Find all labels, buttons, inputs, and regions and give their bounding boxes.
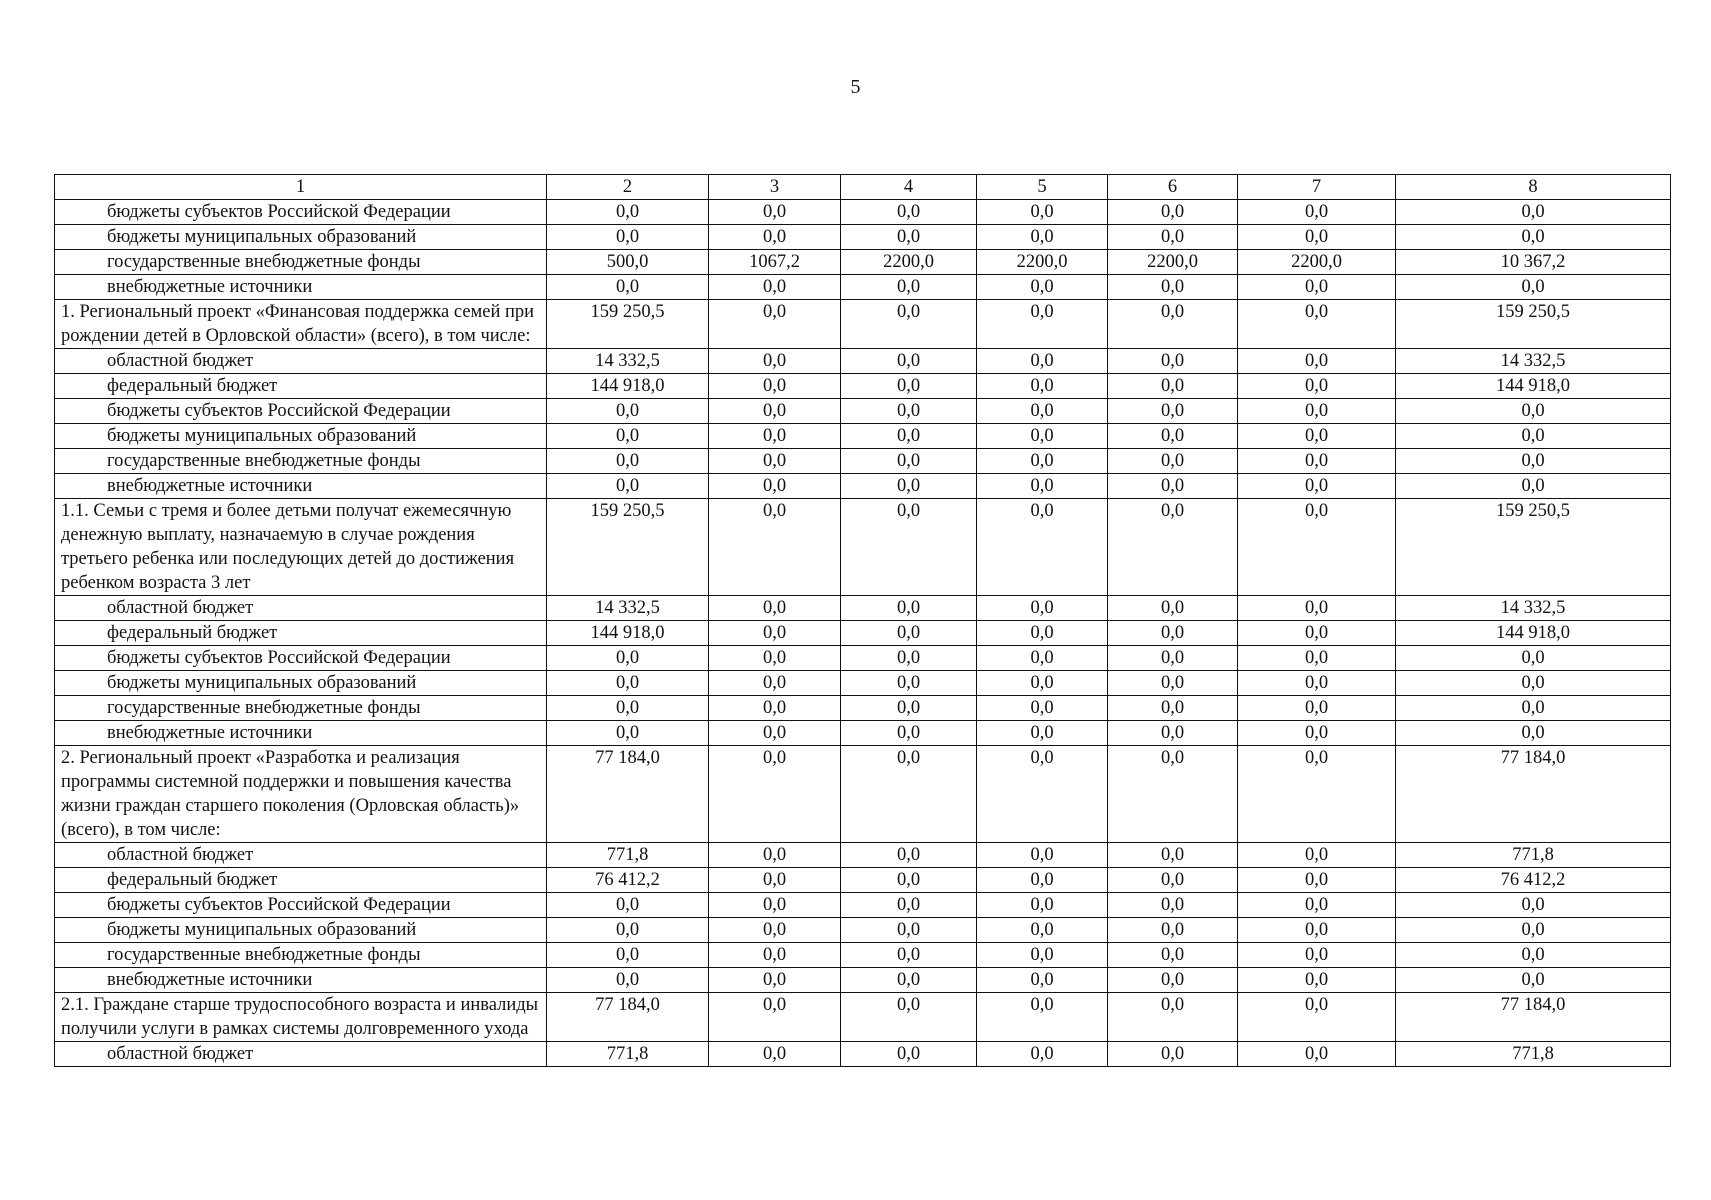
- cell-value-col-8: 771,8: [1396, 1042, 1671, 1067]
- cell-value-col-3: 0,0: [709, 424, 841, 449]
- table-row: [55, 868, 1671, 893]
- cell-value-col-8: 144 918,0: [1396, 374, 1671, 399]
- cell-value-col-5: 0,0: [977, 968, 1108, 993]
- row-label: бюджеты муниципальных образований: [55, 225, 547, 250]
- row-label: 2. Региональный проект «Разработка и реализация программы системной поддержки и повышения качества жизни граждан старшего поколения (Орловская область)» (всего), в том числе:: [55, 746, 547, 843]
- row-label: федеральный бюджет: [55, 621, 547, 646]
- cell-value-col-6: 0,0: [1108, 993, 1238, 1042]
- cell-value-col-7: 0,0: [1238, 918, 1396, 943]
- table-row: [55, 721, 1671, 746]
- cell-value-col-8: 0,0: [1396, 721, 1671, 746]
- cell-value-col-6: 0,0: [1108, 474, 1238, 499]
- cell-value-col-8: 77 184,0: [1396, 993, 1671, 1042]
- cell-value-col-7: 0,0: [1238, 671, 1396, 696]
- cell-value-col-3: 0,0: [709, 596, 841, 621]
- cell-value-col-3: 0,0: [709, 1042, 841, 1067]
- cell-value-col-4: 0,0: [841, 275, 977, 300]
- row-label: государственные внебюджетные фонды: [55, 943, 547, 968]
- cell-value-col-7: 0,0: [1238, 893, 1396, 918]
- cell-value-col-6: 0,0: [1108, 596, 1238, 621]
- cell-value-col-6: 0,0: [1108, 399, 1238, 424]
- cell-value-col-7: 0,0: [1238, 721, 1396, 746]
- cell-value-col-2: 77 184,0: [547, 993, 709, 1042]
- cell-value-col-4: 0,0: [841, 300, 977, 349]
- table-row: [55, 424, 1671, 449]
- cell-value-col-5: 0,0: [977, 349, 1108, 374]
- cell-value-col-4: 0,0: [841, 968, 977, 993]
- row-label: 1.1. Семьи с тремя и более детьми получат ежемесячную денежную выплату, назначаемую в случае рождения третьего ребенка или последующих детей до достижения ребенком возраста 3 лет: [55, 499, 547, 596]
- cell-value-col-7: 0,0: [1238, 200, 1396, 225]
- cell-value-col-4: 0,0: [841, 349, 977, 374]
- cell-value-col-4: 0,0: [841, 225, 977, 250]
- cell-value-col-3: 0,0: [709, 499, 841, 596]
- cell-value-col-6: 0,0: [1108, 200, 1238, 225]
- cell-value-col-5: 0,0: [977, 868, 1108, 893]
- cell-value-col-7: 0,0: [1238, 374, 1396, 399]
- cell-value-col-7: 0,0: [1238, 275, 1396, 300]
- cell-value-col-6: 0,0: [1108, 449, 1238, 474]
- cell-value-col-6: 0,0: [1108, 646, 1238, 671]
- cell-value-col-2: 159 250,5: [547, 300, 709, 349]
- cell-value-col-5: 0,0: [977, 424, 1108, 449]
- table-row: [55, 943, 1671, 968]
- cell-value-col-7: 0,0: [1238, 474, 1396, 499]
- cell-value-col-6: 0,0: [1108, 843, 1238, 868]
- table-row: [55, 918, 1671, 943]
- column-number-1: 1: [55, 175, 547, 200]
- cell-value-col-8: 0,0: [1396, 893, 1671, 918]
- cell-value-col-7: 0,0: [1238, 349, 1396, 374]
- cell-value-col-6: 0,0: [1108, 1042, 1238, 1067]
- cell-value-col-5: 0,0: [977, 918, 1108, 943]
- column-number-7: 7: [1238, 175, 1396, 200]
- table-row: [55, 275, 1671, 300]
- table-row: [55, 596, 1671, 621]
- cell-value-col-6: 0,0: [1108, 374, 1238, 399]
- table-row: [55, 1042, 1671, 1067]
- cell-value-col-7: 0,0: [1238, 646, 1396, 671]
- table-row: [55, 225, 1671, 250]
- row-label: государственные внебюджетные фонды: [55, 250, 547, 275]
- budget-table: [54, 174, 1671, 1067]
- row-label: бюджеты муниципальных образований: [55, 671, 547, 696]
- cell-value-col-7: 0,0: [1238, 943, 1396, 968]
- column-number-8: 8: [1396, 175, 1671, 200]
- cell-value-col-8: 0,0: [1396, 474, 1671, 499]
- cell-value-col-8: 0,0: [1396, 225, 1671, 250]
- cell-value-col-3: 0,0: [709, 225, 841, 250]
- cell-value-col-4: 0,0: [841, 993, 977, 1042]
- cell-value-col-3: 0,0: [709, 646, 841, 671]
- cell-value-col-7: 0,0: [1238, 300, 1396, 349]
- table-row: [55, 893, 1671, 918]
- cell-value-col-8: 159 250,5: [1396, 300, 1671, 349]
- row-label: областной бюджет: [55, 596, 547, 621]
- cell-value-col-4: 0,0: [841, 200, 977, 225]
- cell-value-col-3: 0,0: [709, 893, 841, 918]
- cell-value-col-3: 0,0: [709, 696, 841, 721]
- cell-value-col-8: 10 367,2: [1396, 250, 1671, 275]
- cell-value-col-7: 0,0: [1238, 696, 1396, 721]
- column-number-5: 5: [977, 175, 1108, 200]
- cell-value-col-8: 0,0: [1396, 943, 1671, 968]
- column-number-6: 6: [1108, 175, 1238, 200]
- cell-value-col-4: 0,0: [841, 1042, 977, 1067]
- cell-value-col-6: 0,0: [1108, 424, 1238, 449]
- cell-value-col-3: 0,0: [709, 843, 841, 868]
- cell-value-col-5: 0,0: [977, 893, 1108, 918]
- cell-value-col-2: 0,0: [547, 399, 709, 424]
- cell-value-col-2: 14 332,5: [547, 596, 709, 621]
- row-label: федеральный бюджет: [55, 374, 547, 399]
- cell-value-col-5: 0,0: [977, 474, 1108, 499]
- cell-value-col-7: 0,0: [1238, 868, 1396, 893]
- cell-value-col-6: 0,0: [1108, 696, 1238, 721]
- cell-value-col-5: 0,0: [977, 721, 1108, 746]
- cell-value-col-7: 0,0: [1238, 746, 1396, 843]
- cell-value-col-3: 0,0: [709, 349, 841, 374]
- table-row: [55, 449, 1671, 474]
- cell-value-col-3: 0,0: [709, 399, 841, 424]
- cell-value-col-6: 0,0: [1108, 225, 1238, 250]
- cell-value-col-8: 0,0: [1396, 399, 1671, 424]
- cell-value-col-5: 0,0: [977, 671, 1108, 696]
- table-row: [55, 200, 1671, 225]
- cell-value-col-2: 144 918,0: [547, 621, 709, 646]
- cell-value-col-8: 76 412,2: [1396, 868, 1671, 893]
- cell-value-col-6: 0,0: [1108, 918, 1238, 943]
- cell-value-col-5: 2200,0: [977, 250, 1108, 275]
- row-label: внебюджетные источники: [55, 275, 547, 300]
- row-label: областной бюджет: [55, 349, 547, 374]
- cell-value-col-2: 14 332,5: [547, 349, 709, 374]
- cell-value-col-5: 0,0: [977, 746, 1108, 843]
- row-label: государственные внебюджетные фонды: [55, 696, 547, 721]
- cell-value-col-8: 0,0: [1396, 968, 1671, 993]
- row-label: 1. Региональный проект «Финансовая поддержка семей при рождении детей в Орловской области» (всего), в том числе:: [55, 300, 547, 349]
- row-label: бюджеты субъектов Российской Федерации: [55, 646, 547, 671]
- cell-value-col-2: 144 918,0: [547, 374, 709, 399]
- row-label: областной бюджет: [55, 1042, 547, 1067]
- cell-value-col-8: 771,8: [1396, 843, 1671, 868]
- cell-value-col-8: 77 184,0: [1396, 746, 1671, 843]
- table-row: [55, 696, 1671, 721]
- cell-value-col-2: 0,0: [547, 721, 709, 746]
- cell-value-col-4: 0,0: [841, 374, 977, 399]
- cell-value-col-7: 0,0: [1238, 968, 1396, 993]
- cell-value-col-4: 0,0: [841, 843, 977, 868]
- row-label: бюджеты муниципальных образований: [55, 424, 547, 449]
- cell-value-col-6: 0,0: [1108, 893, 1238, 918]
- cell-value-col-8: 0,0: [1396, 671, 1671, 696]
- cell-value-col-2: 159 250,5: [547, 499, 709, 596]
- cell-value-col-4: 0,0: [841, 596, 977, 621]
- page-number: 5: [850, 76, 861, 98]
- row-label: бюджеты субъектов Российской Федерации: [55, 893, 547, 918]
- cell-value-col-3: 0,0: [709, 943, 841, 968]
- row-label: государственные внебюджетные фонды: [55, 449, 547, 474]
- table-row: [55, 374, 1671, 399]
- cell-value-col-4: 0,0: [841, 499, 977, 596]
- cell-value-col-2: 0,0: [547, 646, 709, 671]
- cell-value-col-8: 0,0: [1396, 696, 1671, 721]
- table-row-project: [55, 746, 1671, 843]
- cell-value-col-2: 771,8: [547, 843, 709, 868]
- table-row: [55, 968, 1671, 993]
- cell-value-col-4: 0,0: [841, 893, 977, 918]
- column-number-3: 3: [709, 175, 841, 200]
- cell-value-col-3: 0,0: [709, 200, 841, 225]
- cell-value-col-7: 0,0: [1238, 993, 1396, 1042]
- cell-value-col-4: 0,0: [841, 696, 977, 721]
- cell-value-col-2: 0,0: [547, 424, 709, 449]
- column-number-4: 4: [841, 175, 977, 200]
- cell-value-col-4: 0,0: [841, 646, 977, 671]
- cell-value-col-4: 0,0: [841, 671, 977, 696]
- cell-value-col-2: 76 412,2: [547, 868, 709, 893]
- cell-value-col-8: 0,0: [1396, 424, 1671, 449]
- cell-value-col-5: 0,0: [977, 225, 1108, 250]
- table-row: [55, 250, 1671, 275]
- cell-value-col-2: 0,0: [547, 943, 709, 968]
- cell-value-col-7: 0,0: [1238, 1042, 1396, 1067]
- cell-value-col-8: 14 332,5: [1396, 349, 1671, 374]
- cell-value-col-3: 0,0: [709, 746, 841, 843]
- row-label: областной бюджет: [55, 843, 547, 868]
- cell-value-col-6: 2200,0: [1108, 250, 1238, 275]
- cell-value-col-3: 0,0: [709, 993, 841, 1042]
- cell-value-col-6: 0,0: [1108, 943, 1238, 968]
- cell-value-col-6: 0,0: [1108, 349, 1238, 374]
- cell-value-col-6: 0,0: [1108, 499, 1238, 596]
- cell-value-col-5: 0,0: [977, 399, 1108, 424]
- cell-value-col-5: 0,0: [977, 646, 1108, 671]
- cell-value-col-4: 0,0: [841, 399, 977, 424]
- cell-value-col-3: 0,0: [709, 474, 841, 499]
- cell-value-col-4: 0,0: [841, 621, 977, 646]
- cell-value-col-5: 0,0: [977, 943, 1108, 968]
- cell-value-col-4: 0,0: [841, 424, 977, 449]
- cell-value-col-8: 0,0: [1396, 275, 1671, 300]
- cell-value-col-3: 0,0: [709, 918, 841, 943]
- cell-value-col-3: 0,0: [709, 968, 841, 993]
- cell-value-col-5: 0,0: [977, 449, 1108, 474]
- table-row-project: [55, 499, 1671, 596]
- table-row: [55, 621, 1671, 646]
- table-row: [55, 349, 1671, 374]
- cell-value-col-7: 0,0: [1238, 621, 1396, 646]
- cell-value-col-2: 771,8: [547, 1042, 709, 1067]
- row-label: внебюджетные источники: [55, 474, 547, 499]
- table-row: [55, 671, 1671, 696]
- cell-value-col-6: 0,0: [1108, 671, 1238, 696]
- cell-value-col-3: 0,0: [709, 721, 841, 746]
- cell-value-col-3: 1067,2: [709, 250, 841, 275]
- cell-value-col-7: 0,0: [1238, 596, 1396, 621]
- table-row: [55, 399, 1671, 424]
- cell-value-col-4: 0,0: [841, 474, 977, 499]
- cell-value-col-5: 0,0: [977, 300, 1108, 349]
- table-row-project: [55, 993, 1671, 1042]
- cell-value-col-5: 0,0: [977, 200, 1108, 225]
- cell-value-col-3: 0,0: [709, 868, 841, 893]
- cell-value-col-7: 0,0: [1238, 449, 1396, 474]
- column-number-2: 2: [547, 175, 709, 200]
- cell-value-col-5: 0,0: [977, 374, 1108, 399]
- cell-value-col-6: 0,0: [1108, 300, 1238, 349]
- cell-value-col-4: 0,0: [841, 868, 977, 893]
- cell-value-col-4: 0,0: [841, 943, 977, 968]
- cell-value-col-8: 14 332,5: [1396, 596, 1671, 621]
- cell-value-col-5: 0,0: [977, 596, 1108, 621]
- row-label: внебюджетные источники: [55, 721, 547, 746]
- cell-value-col-5: 0,0: [977, 621, 1108, 646]
- cell-value-col-2: 500,0: [547, 250, 709, 275]
- cell-value-col-8: 0,0: [1396, 449, 1671, 474]
- cell-value-col-2: 0,0: [547, 918, 709, 943]
- cell-value-col-6: 0,0: [1108, 275, 1238, 300]
- cell-value-col-4: 0,0: [841, 449, 977, 474]
- cell-value-col-8: 0,0: [1396, 646, 1671, 671]
- cell-value-col-2: 0,0: [547, 200, 709, 225]
- cell-value-col-2: 0,0: [547, 671, 709, 696]
- cell-value-col-5: 0,0: [977, 275, 1108, 300]
- table-row: [55, 843, 1671, 868]
- cell-value-col-8: 159 250,5: [1396, 499, 1671, 596]
- cell-value-col-3: 0,0: [709, 671, 841, 696]
- cell-value-col-3: 0,0: [709, 374, 841, 399]
- cell-value-col-5: 0,0: [977, 843, 1108, 868]
- cell-value-col-5: 0,0: [977, 993, 1108, 1042]
- cell-value-col-5: 0,0: [977, 499, 1108, 596]
- cell-value-col-7: 0,0: [1238, 499, 1396, 596]
- cell-value-col-3: 0,0: [709, 449, 841, 474]
- row-label: бюджеты субъектов Российской Федерации: [55, 200, 547, 225]
- cell-value-col-5: 0,0: [977, 1042, 1108, 1067]
- cell-value-col-7: 0,0: [1238, 424, 1396, 449]
- row-label: бюджеты муниципальных образований: [55, 918, 547, 943]
- cell-value-col-2: 0,0: [547, 696, 709, 721]
- cell-value-col-7: 0,0: [1238, 399, 1396, 424]
- cell-value-col-6: 0,0: [1108, 968, 1238, 993]
- cell-value-col-2: 0,0: [547, 225, 709, 250]
- cell-value-col-2: 0,0: [547, 968, 709, 993]
- cell-value-col-2: 0,0: [547, 275, 709, 300]
- row-label: федеральный бюджет: [55, 868, 547, 893]
- cell-value-col-2: 77 184,0: [547, 746, 709, 843]
- row-label: бюджеты субъектов Российской Федерации: [55, 399, 547, 424]
- cell-value-col-6: 0,0: [1108, 721, 1238, 746]
- table-row: [55, 474, 1671, 499]
- cell-value-col-3: 0,0: [709, 621, 841, 646]
- table-header-row: [55, 175, 1671, 200]
- table-row: [55, 646, 1671, 671]
- cell-value-col-2: 0,0: [547, 474, 709, 499]
- cell-value-col-4: 0,0: [841, 746, 977, 843]
- cell-value-col-2: 0,0: [547, 449, 709, 474]
- cell-value-col-2: 0,0: [547, 893, 709, 918]
- cell-value-col-7: 0,0: [1238, 225, 1396, 250]
- cell-value-col-6: 0,0: [1108, 746, 1238, 843]
- cell-value-col-6: 0,0: [1108, 621, 1238, 646]
- table-row-project: [55, 300, 1671, 349]
- cell-value-col-8: 0,0: [1396, 918, 1671, 943]
- cell-value-col-3: 0,0: [709, 275, 841, 300]
- cell-value-col-8: 144 918,0: [1396, 621, 1671, 646]
- cell-value-col-4: 0,0: [841, 918, 977, 943]
- cell-value-col-4: 0,0: [841, 721, 977, 746]
- cell-value-col-5: 0,0: [977, 696, 1108, 721]
- row-label: 2.1. Граждане старше трудоспособного возраста и инвалиды получили услуги в рамках системы долговременного ухода: [55, 993, 547, 1042]
- row-label: внебюджетные источники: [55, 968, 547, 993]
- cell-value-col-7: 0,0: [1238, 843, 1396, 868]
- cell-value-col-8: 0,0: [1396, 200, 1671, 225]
- cell-value-col-4: 2200,0: [841, 250, 977, 275]
- cell-value-col-6: 0,0: [1108, 868, 1238, 893]
- cell-value-col-3: 0,0: [709, 300, 841, 349]
- cell-value-col-7: 2200,0: [1238, 250, 1396, 275]
